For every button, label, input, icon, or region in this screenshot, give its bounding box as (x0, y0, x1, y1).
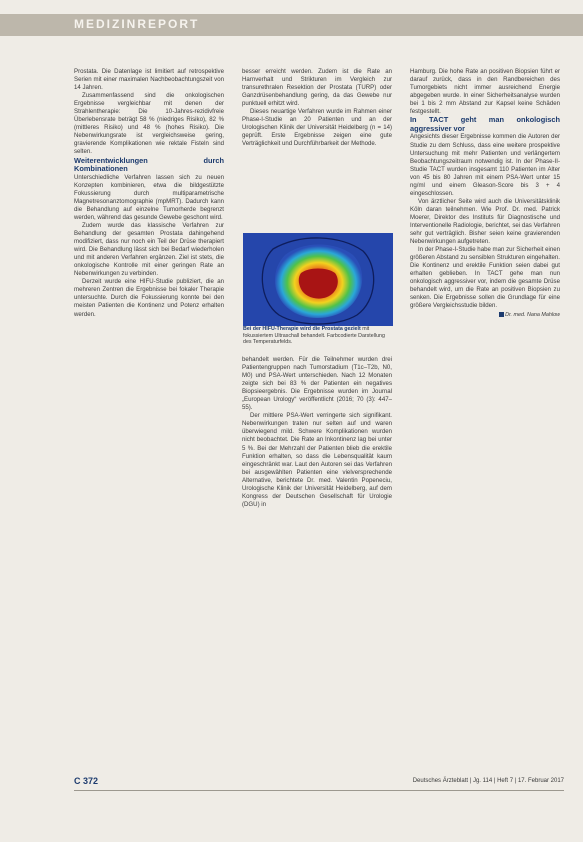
column-2-top (242, 68, 392, 223)
paragraph: behandelt werden. Für die Teilnehmer wurden drei Patientengruppen nach Tumorstadium (T1c–T2b, N0, M0) und PSA-Wert unterschieden. Nach 12 Monaten zeigte sich bei 83 % der Patienten ein negatives Biopsieergebnis. Die Ergebnisse wurden im Journal „European Urology“ veröffentlicht (2016; 70 (3): 447–55). (242, 356, 392, 412)
column-2-bottom (242, 356, 392, 761)
column-3 (410, 68, 560, 758)
thermal-map-image (243, 233, 393, 326)
paragraph: Der mittlere PSA-Wert verringerte sich signifikant. Nebenwirkungen traten nur selten auf und waren überwiegend mild. Schwere Komplikationen wurden nicht beobachtet. Die Rate an Inkontinenz lag bei unter 5 %. Bei der Mehrzahl der Patienten blieb die erektile Funktion erhalten, so dass die Lebensqualität kaum eingeschränkt war. Laut den Autoren sei das Verfahren bei ausgewählten Patienten eine vielversprechende Alternative, berichtete Dr. med. Valentin Popeneciu, Urologische Klinik der Universität Heidelberg, auf dem Kongress der Deutschen Gesellschaft für Urologie (DGU) in (242, 412, 392, 508)
paragraph: In der Phase-I-Studie habe man zur Sicherheit einen größeren Abstand zu sensiblen Strukturen eingehalten. Die Kontinenz und erektile Funktion seien dabei gut erhalten geblieben. In TACT gehe man nun onkologisch aggressiver vor, indem die gesamte Drüse behandelt wird, um die Rate an positiven Biopsien zu senken. Die Ergebnisse sollen die Grundlage für eine größere Vergleichsstudie bilden. (410, 246, 560, 310)
paragraph: Von ärztlicher Seite wird auch die Universitätsklinik Köln daran teilnehmen. Wie Prof. Dr. med. Patrick Moerer, Direktor des Instituts für Diagnostische und Interventionelle Radiologie, berichtet, sei das Verfahren sehr gut verträglich. Bisher seien keine gravierenden Nebenwirkungen aufgetreten. (410, 197, 560, 246)
paragraph: Zusammenfassend sind die onkologischen Ergebnisse vergleichbar mit denen der Strahlentherapie: Die 10-Jahres-rezidivfreie Überlebensrate beträgt 58 % (niedriges Risiko), 82 % (mittleres Risiko) und 48 % (hohes Risiko). Die Nebenwirkungsrate ist vergleichsweise gering, gravierende Komplikationen wie rektale Fisteln sind selten. (74, 92, 224, 156)
section-title: MEDIZINREPORT (74, 17, 200, 31)
author-name: Dr. med. Nana Mahlow (505, 311, 560, 318)
page-footer (74, 777, 564, 789)
end-mark-icon (499, 312, 504, 317)
paragraph: Dieses neuartige Verfahren wurde im Rahmen einer Phase-I-Studie an 20 Patienten und an der Urologischen Klinik der Universität Heidelberg (n = 14) geprüft. Erste Ergebnisse zeigen eine gute Verträglichkeit und Durchführbarkeit der Methode. (242, 108, 392, 148)
figure-caption (243, 326, 393, 346)
section-header (0, 14, 583, 36)
paragraph: Angesichts dieser Ergebnisse kommen die Autoren der Studie zu dem Schluss, dass eine weitere prospektive Untersuchung mit mehr Patienten und verlängertem Beobachtungszeitraum notwendig ist. In der Phase-II-Studie TACT wurden insgesamt 110 Patienten im Alter von 45 bis 80 Jahren mit einem PSA-Wert unter 15 ng/ml und einem Gleason-Score bis 3 + 4 eingeschlossen. (410, 133, 560, 197)
paragraph: Zudem wurde das klassische Verfahren zur Behandlung der gesamten Prostata dahingehend modifiziert, dass nur noch ein Teil der Drüse therapiert wird. Die Behandlung lässt sich bei Bedarf wiederholen und mit anderen Verfahren ergänzen. Ziel ist stets, die onkologische Kontrolle mit einer geringen Rate an Nebenwirkungen zu verbinden. (74, 221, 224, 278)
hifu-temperature-figure (243, 233, 393, 326)
publication-info: Deutsches Ärzteblatt | Jg. 114 | Heft 7 | 17. Februar 2017 (412, 778, 564, 784)
author-credit (410, 311, 560, 319)
footer-divider (74, 790, 564, 791)
paragraph: Prostata. Die Datenlage ist limitiert auf retrospektive Serien mit einer maximalen Nachbeobachtungszeit von 14 Jahren. (74, 68, 224, 92)
paragraph: Unterschiedliche Verfahren lassen sich zu neuen Konzepten kombinieren, etwa die bildgestützte Fokussierung durch multiparametrische Magnetresonanztomographie (mpMRT). Dadurch kann die Behandlung auf einzelne Tumorherde begrenzt werden, während das gesunde Gewebe geschont wird. (74, 173, 224, 221)
column-1 (74, 68, 224, 768)
paragraph: Hamburg. Die hohe Rate an positiven Biopsien führt er darauf zurück, dass in den Randbereichen des Tumorgebiets nicht immer ausreichend Energie abgegeben wurde. In einer Sicherheitsanalyse wurden bei 1 bis 2 mm Abstand zur Kapsel keine Schäden festgestellt. (410, 68, 560, 116)
caption-title: Bei der HIFU-Therapie wird die Prostata gezielt (243, 326, 361, 332)
paragraph: besser erreicht werden. Zudem ist die Rate an Harnverhalt und Strikturen im Vergleich zur transurethralen Resektion der Prostata (TURP) oder Ganzdrüsenbehandlung gering, da das Gewebe nur punktuell erhitzt wird. (242, 68, 392, 108)
caption-text: mit fokussiertem Ultraschall behandelt. Farbcodierte Darstellung des Temperaturfelds. (243, 326, 385, 346)
subheading: In TACT geht man onkologisch aggressiver vor (410, 115, 560, 133)
subheading: Weiterentwicklungen durch Kombinationen (74, 155, 224, 174)
page-number: C 372 (74, 776, 99, 786)
paragraph: Derzeit wurde eine HIFU-Studie publiziert, die an mehreren Zentren die Ergebnisse bei fokaler Therapie untersuchte. Durch die Fokussierung konnte bei den meisten Patienten die Kontinenz und Potenz erhalten werden. (74, 278, 224, 318)
